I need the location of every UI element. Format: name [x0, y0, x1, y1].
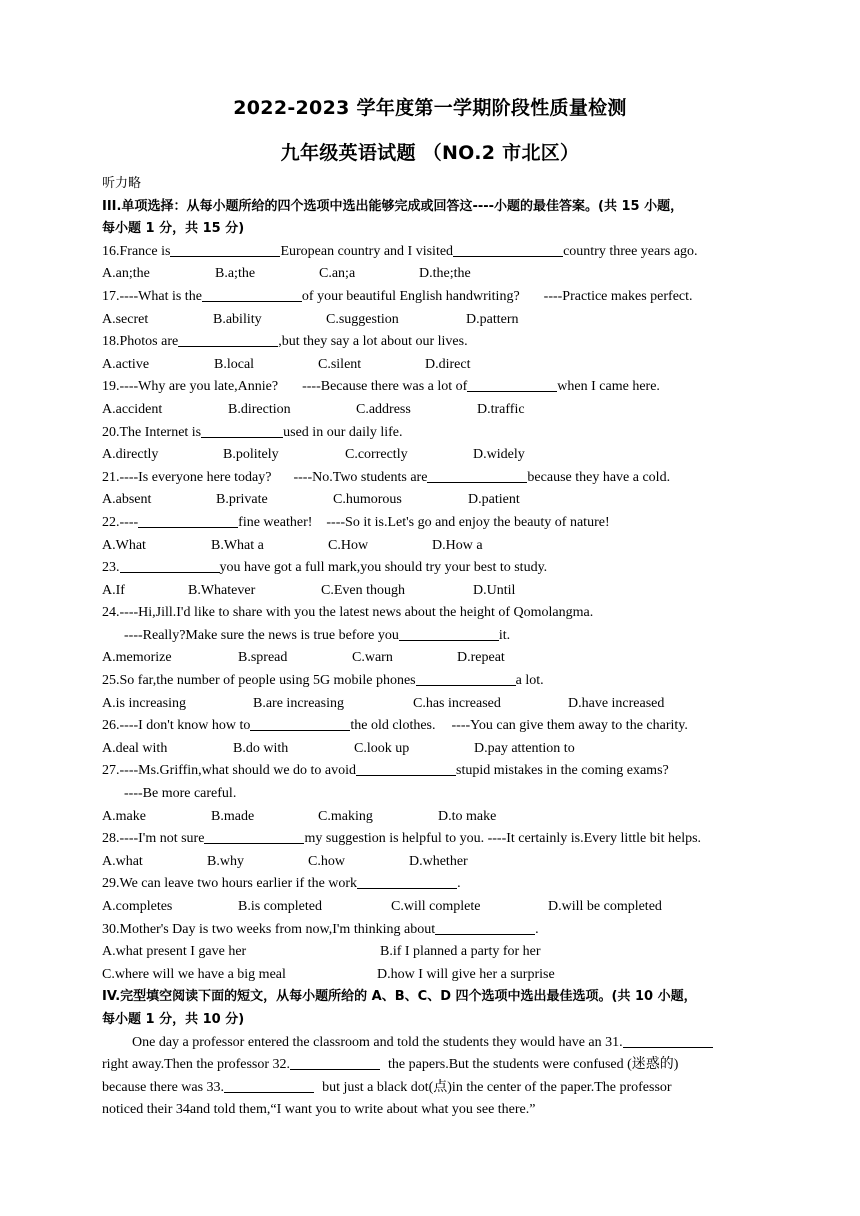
option-b: B.a;the	[215, 266, 256, 282]
question-19-options	[102, 399, 762, 422]
option-c: C.making	[318, 808, 373, 824]
question-16-options	[102, 263, 762, 286]
option-d: D.direct	[425, 356, 471, 372]
option-d: D.traffic	[477, 401, 525, 417]
option-c: C.correctly	[345, 447, 408, 463]
passage-line-3: because there was 33. but just a black dot(点)in the center of the paper.The professor	[102, 1079, 672, 1095]
option-d: D.repeat	[457, 650, 505, 666]
option-d: D.the;the	[419, 266, 471, 282]
answer-blank	[399, 626, 499, 641]
option-a: A.completes	[102, 899, 173, 914]
question-27-cont: ----Be more careful.	[124, 786, 237, 802]
question-30-options-cd	[102, 964, 762, 987]
section4-heading-cont: 每小题 1 分，共 10 分)	[102, 1011, 245, 1027]
question-27: 27.----Ms.Griffin,what should we do to avoid stupid mistakes in the coming exams?	[102, 763, 669, 779]
option-d: D.patient	[468, 492, 520, 508]
option-d: D.pay attention to	[474, 740, 575, 756]
question-26: 26.----I don't know how to the old clothes. ----You can give them away to the charity.	[102, 718, 688, 734]
question-25-options	[102, 693, 762, 716]
option-a: A.active	[102, 356, 150, 372]
option-c: C.address	[356, 401, 411, 417]
answer-blank	[416, 671, 516, 686]
option-d: D.widely	[473, 447, 525, 463]
question-18-options	[102, 354, 762, 377]
answer-blank	[453, 242, 563, 257]
option-c: C.suggestion	[326, 311, 399, 327]
answer-blank	[178, 332, 278, 347]
option-a: A.an;the	[102, 266, 150, 282]
section3-heading-cont: 每小题 1 分，共 15 分)	[102, 221, 245, 237]
question-28-options	[102, 851, 762, 874]
question-25: 25.So far,the number of people using 5G mobile phones a lot.	[102, 673, 544, 689]
question-23: 23. you have got a full mark,you should try your best to study.	[102, 560, 548, 576]
option-a: A.secret	[102, 311, 149, 327]
option-b: B.ability	[213, 311, 262, 327]
option-a: A.absent	[102, 492, 152, 508]
answer-blank	[120, 558, 220, 573]
question-22-options	[102, 535, 762, 558]
option-c: C.has increased	[413, 695, 501, 711]
option-d: D.will be completed	[548, 899, 662, 914]
option-b: B.politely	[223, 447, 279, 463]
exam-content	[102, 173, 762, 1122]
question-30: 30.Mother's Day is two weeks from now,I'm thinking about .	[102, 921, 539, 937]
question-22: 22.---- fine weather! ----So it is.Let's go and enjoy the beauty of nature!	[102, 514, 610, 530]
option-c: C.how	[308, 853, 345, 869]
answer-blank-33	[224, 1078, 314, 1093]
answer-blank	[467, 377, 557, 392]
option-b: B.do with	[233, 740, 289, 756]
option-a: A.accident	[102, 401, 163, 417]
answer-blank-32	[290, 1055, 380, 1070]
question-18: 18.Photos are ,but they say a lot about our lives.	[102, 334, 468, 350]
option-c: C.silent	[318, 356, 362, 372]
option-c: C.Even though	[321, 582, 405, 598]
option-d: D.whether	[409, 853, 468, 869]
exam-title: 2022-2023 学年度第一学期阶段性质量检测	[233, 97, 627, 119]
question-30-options-ab	[102, 941, 762, 964]
option-b: B.private	[216, 492, 268, 508]
option-c: C.where will we have a big meal	[102, 966, 286, 982]
answer-blank	[357, 874, 457, 889]
option-b: B.why	[207, 853, 244, 869]
question-21: 21.----Is everyone here today? ----No.Two students are because they have a cold.	[102, 469, 671, 485]
question-29: 29.We can leave two hours earlier if the work .	[102, 876, 461, 892]
answer-blank	[250, 716, 350, 731]
option-b: B.are increasing	[253, 695, 344, 711]
passage-line-2: right away.Then the professor 32. the papers.But the students were confused (迷惑的)	[102, 1057, 679, 1073]
exam-subtitle: 九年级英语试题 （NO.2 市北区）	[280, 142, 580, 164]
option-d: D.how I will give her a surprise	[377, 966, 555, 982]
answer-blank	[138, 513, 238, 528]
question-20-options	[102, 444, 762, 467]
option-d: D.to make	[438, 808, 497, 824]
option-c: C.warn	[352, 650, 393, 666]
answer-blank	[202, 287, 302, 302]
option-b: B.direction	[228, 401, 291, 417]
option-a: A.directly	[102, 447, 159, 463]
answer-blank-31	[623, 1033, 713, 1048]
answer-blank	[356, 761, 456, 776]
option-d: D.pattern	[466, 311, 519, 327]
question-19: 19.----Why are you late,Annie? ----Because there was a lot of when I came here.	[102, 379, 660, 395]
option-c: C.will complete	[391, 899, 481, 914]
option-a: A.deal with	[102, 740, 168, 756]
answer-blank	[170, 242, 280, 257]
option-b: B.spread	[238, 650, 288, 666]
option-d: D.have increased	[568, 695, 665, 711]
question-17-options	[102, 309, 762, 332]
question-24-cont: ----Really?Make sure the news is true before you it.	[124, 627, 511, 643]
option-a: A.If	[102, 582, 125, 598]
question-27-options	[102, 806, 762, 829]
section3-heading: III.单项选择：从每小题所给的四个选项中选出能够完成或回答这----小题的最佳答案。(共 15 小题，	[102, 198, 684, 214]
option-b: B.is completed	[238, 899, 322, 914]
option-b: B.What a	[211, 537, 264, 553]
option-d: D.How a	[432, 537, 483, 553]
option-a: A.memorize	[102, 650, 172, 666]
question-24: 24.----Hi,Jill.I'd like to share with you the latest news about the height of Qomolangma.	[102, 605, 594, 621]
option-b: B.if I planned a party for her	[380, 944, 541, 960]
answer-blank	[201, 423, 283, 438]
question-24-options	[102, 647, 762, 670]
question-29-options	[102, 896, 762, 919]
listening-note: 听力略	[102, 176, 142, 191]
option-b: B.Whatever	[188, 582, 256, 598]
option-b: B.local	[214, 356, 255, 372]
answer-blank	[427, 468, 527, 483]
option-a: A.is increasing	[102, 695, 186, 711]
question-26-options	[102, 738, 762, 761]
option-c: C.an;a	[319, 266, 356, 282]
option-a: A.What	[102, 537, 146, 553]
question-20: 20.The Internet is used in our daily life.	[102, 424, 403, 440]
question-28: 28.----I'm not sure my suggestion is helpful to you. ----It certainly is.Every little bit helps.	[102, 831, 702, 847]
option-d: D.Until	[473, 582, 516, 598]
option-c: C.humorous	[333, 492, 402, 508]
option-c: C.How	[328, 537, 369, 553]
question-23-options	[102, 580, 762, 603]
option-a: A.what	[102, 853, 143, 869]
answer-blank	[435, 920, 535, 935]
option-a: A.make	[102, 808, 146, 824]
passage-line-4: noticed their 34and told them,“I want you to write about what you see there.”	[102, 1102, 536, 1118]
option-a: A.what present I gave her	[102, 944, 247, 960]
option-c: C.look up	[354, 740, 410, 756]
answer-blank	[204, 829, 304, 844]
question-17: 17.----What is the of your beautiful English handwriting? ----Practice makes perfect.	[102, 288, 693, 304]
section4-heading: IV.完型填空阅读下面的短文，从每小题所给的 A、B、C、D 四个选项中选出最佳选项。(共 10 小题，	[102, 989, 697, 1005]
question-16: 16.France is European country and I visited country three years ago.	[102, 243, 698, 259]
question-21-options	[102, 489, 762, 512]
option-b: B.made	[211, 808, 255, 824]
passage-line-1: One day a professor entered the classroom and told the students they would have an 31.	[102, 1032, 762, 1055]
